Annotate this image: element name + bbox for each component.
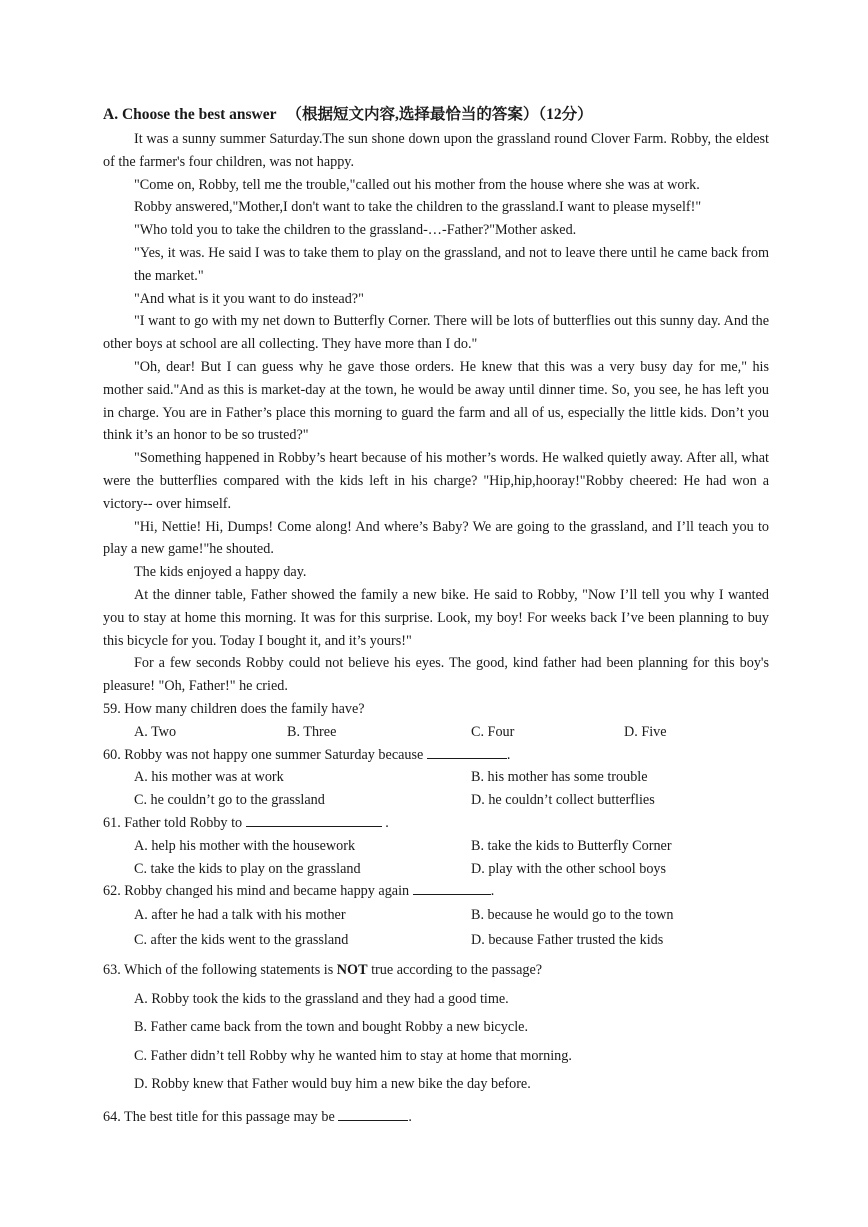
question-stem: 59. How many children does the family have? [103, 700, 365, 717]
question-stem-end: . [385, 814, 389, 831]
passage-paragraph: Robby answered,"Mother,I don't want to take the children to the grassland.I want to please myself!" [134, 199, 702, 216]
answer-blank[interactable] [338, 1106, 408, 1121]
question-63 [103, 956, 769, 1099]
passage-paragraph: For a few seconds Robby could not believe his eyes. The good, kind father had been planning for this boy's pleasure! "Oh, Father!" he cried. [103, 655, 769, 695]
option-c[interactable]: C. after the kids went to the grassland [134, 931, 349, 948]
passage-paragraph: "I want to go with my net down to Butterfly Corner. There will be lots of butterflies out this sunny day. And the other boys at school are all collecting. They have more than I do." [103, 313, 769, 353]
question-stem-emphasis: NOT [336, 962, 368, 979]
question-stem-end: . [408, 1108, 412, 1125]
passage-paragraph: It was a sunny summer Saturday.The sun shone down upon the grassland round Clover Farm. Robby, the eldest of the farmer's four children, was not happy. [103, 131, 769, 170]
option-a[interactable]: A. Two [134, 723, 177, 740]
question-stem [103, 956, 769, 985]
question-stem [103, 1103, 769, 1132]
option-b[interactable]: B. take the kids to Butterfly Corner [471, 837, 672, 854]
question-64 [103, 1103, 769, 1132]
question-stem-end: . [506, 746, 511, 763]
reading-passage [103, 128, 769, 698]
passage-paragraph: "Hi, Nettie! Hi, Dumps! Come along! And where’s Baby? We are going to the grassland, and I’ll teach you to play a new game!"he shouted. [103, 518, 769, 558]
passage-paragraph: The kids enjoyed a happy day. [134, 564, 307, 581]
answer-options [103, 903, 769, 952]
option-d[interactable]: D. he couldn’t collect butterflies [471, 792, 655, 809]
passage-paragraph: At the dinner table, Father showed the family a new bike. He said to Robby, "Now I’ll tell you why I wanted you to stay at home this morning. It was for this surprise. Look, my boy! For weeks back I’ve been planning to buy this bicycle for you. Today I bought it, and it’s yours!" [103, 586, 769, 649]
option-b[interactable]: B. his mother has some trouble [471, 769, 648, 786]
option-d[interactable]: D. play with the other school boys [471, 860, 667, 877]
option-c[interactable]: C. take the kids to play on the grassland [134, 860, 361, 877]
question-59 [103, 698, 769, 744]
section-title [103, 104, 769, 126]
option-b[interactable]: B. because he would go to the town [471, 907, 674, 924]
passage-paragraph: "Yes, it was. He said I was to take them to play on the grassland, and not to leave there until he came back from the market." [134, 244, 769, 284]
option-a[interactable]: A. help his mother with the housework [134, 837, 356, 854]
option-a[interactable]: A. after he had a talk with his mother [134, 907, 346, 924]
question-stem-text: 64. The best title for this passage may be [103, 1108, 335, 1125]
passage-paragraph: "And what is it you want to do instead?" [134, 290, 364, 307]
question-stem-text: 62. Robby changed his mind and became happy again [103, 883, 410, 900]
question-62 [103, 880, 769, 952]
passage-paragraph: "Come on, Robby, tell me the trouble,"called out his mother from the house where she was at work. [134, 176, 700, 193]
answer-options [103, 835, 769, 881]
question-stem [103, 744, 769, 767]
section-title-cn: （根据短文内容,选择最恰当的答案）（12分） [286, 106, 593, 123]
option-a[interactable]: A. Robby took the kids to the grassland and they had a good time. [134, 990, 509, 1007]
answer-blank[interactable] [413, 880, 491, 895]
question-stem [103, 812, 769, 835]
answer-options [103, 721, 769, 744]
option-c[interactable]: C. he couldn’t go to the grassland [134, 792, 325, 809]
worksheet-page [103, 104, 769, 1131]
passage-paragraph: "Who told you to take the children to the grassland-…-Father?"Mother asked. [134, 222, 577, 239]
option-a[interactable]: A. his mother was at work [134, 769, 284, 786]
option-d[interactable]: D. because Father trusted the kids [471, 931, 664, 948]
option-b[interactable]: B. Three [287, 723, 337, 740]
option-c[interactable]: C. Four [471, 723, 515, 740]
answer-blank[interactable] [427, 744, 507, 759]
question-stem-text: 60. Robby was not happy one summer Saturday because [103, 746, 424, 763]
question-60 [103, 744, 769, 812]
question-stem [103, 880, 769, 903]
passage-paragraph: "Oh, dear! But I can guess why he gave those orders. He knew that this was a very busy day for me," his mother said."And as this is market-day at the town, he would be away until dinner time. So, you see, he has left you in charge. You are in Father’s place this morning to guard the farm and all of us, especially the little kids. Don’t you think it’s an honor to be so trusted?" [103, 358, 769, 444]
section-title-en: A. Choose the best answer [103, 106, 277, 123]
option-d[interactable]: D. Five [624, 723, 667, 740]
answer-options [103, 985, 769, 1099]
question-stem-text-end: true according to the passage? [371, 962, 543, 979]
option-d[interactable]: D. Robby knew that Father would buy him a new bike the day before. [134, 1076, 531, 1093]
question-stem-text: 63. Which of the following statements is [103, 962, 334, 979]
answer-blank[interactable] [246, 812, 382, 827]
question-stem-text: 61. Father told Robby to [103, 814, 243, 831]
option-c[interactable]: C. Father didn’t tell Robby why he wanted him to stay at home that morning. [134, 1047, 572, 1064]
option-b[interactable]: B. Father came back from the town and bought Robby a new bicycle. [134, 1019, 528, 1036]
answer-options [103, 766, 769, 812]
question-stem-end: . [490, 883, 495, 900]
passage-paragraph: "Something happened in Robby’s heart because of his mother’s words. He walked quietly away. After all, what were the butterflies compared with the kids left in his charge? "Hip,hip,hooray!"Robby cheered: He had won a victory-- over himself. [103, 450, 769, 512]
question-61 [103, 812, 769, 880]
